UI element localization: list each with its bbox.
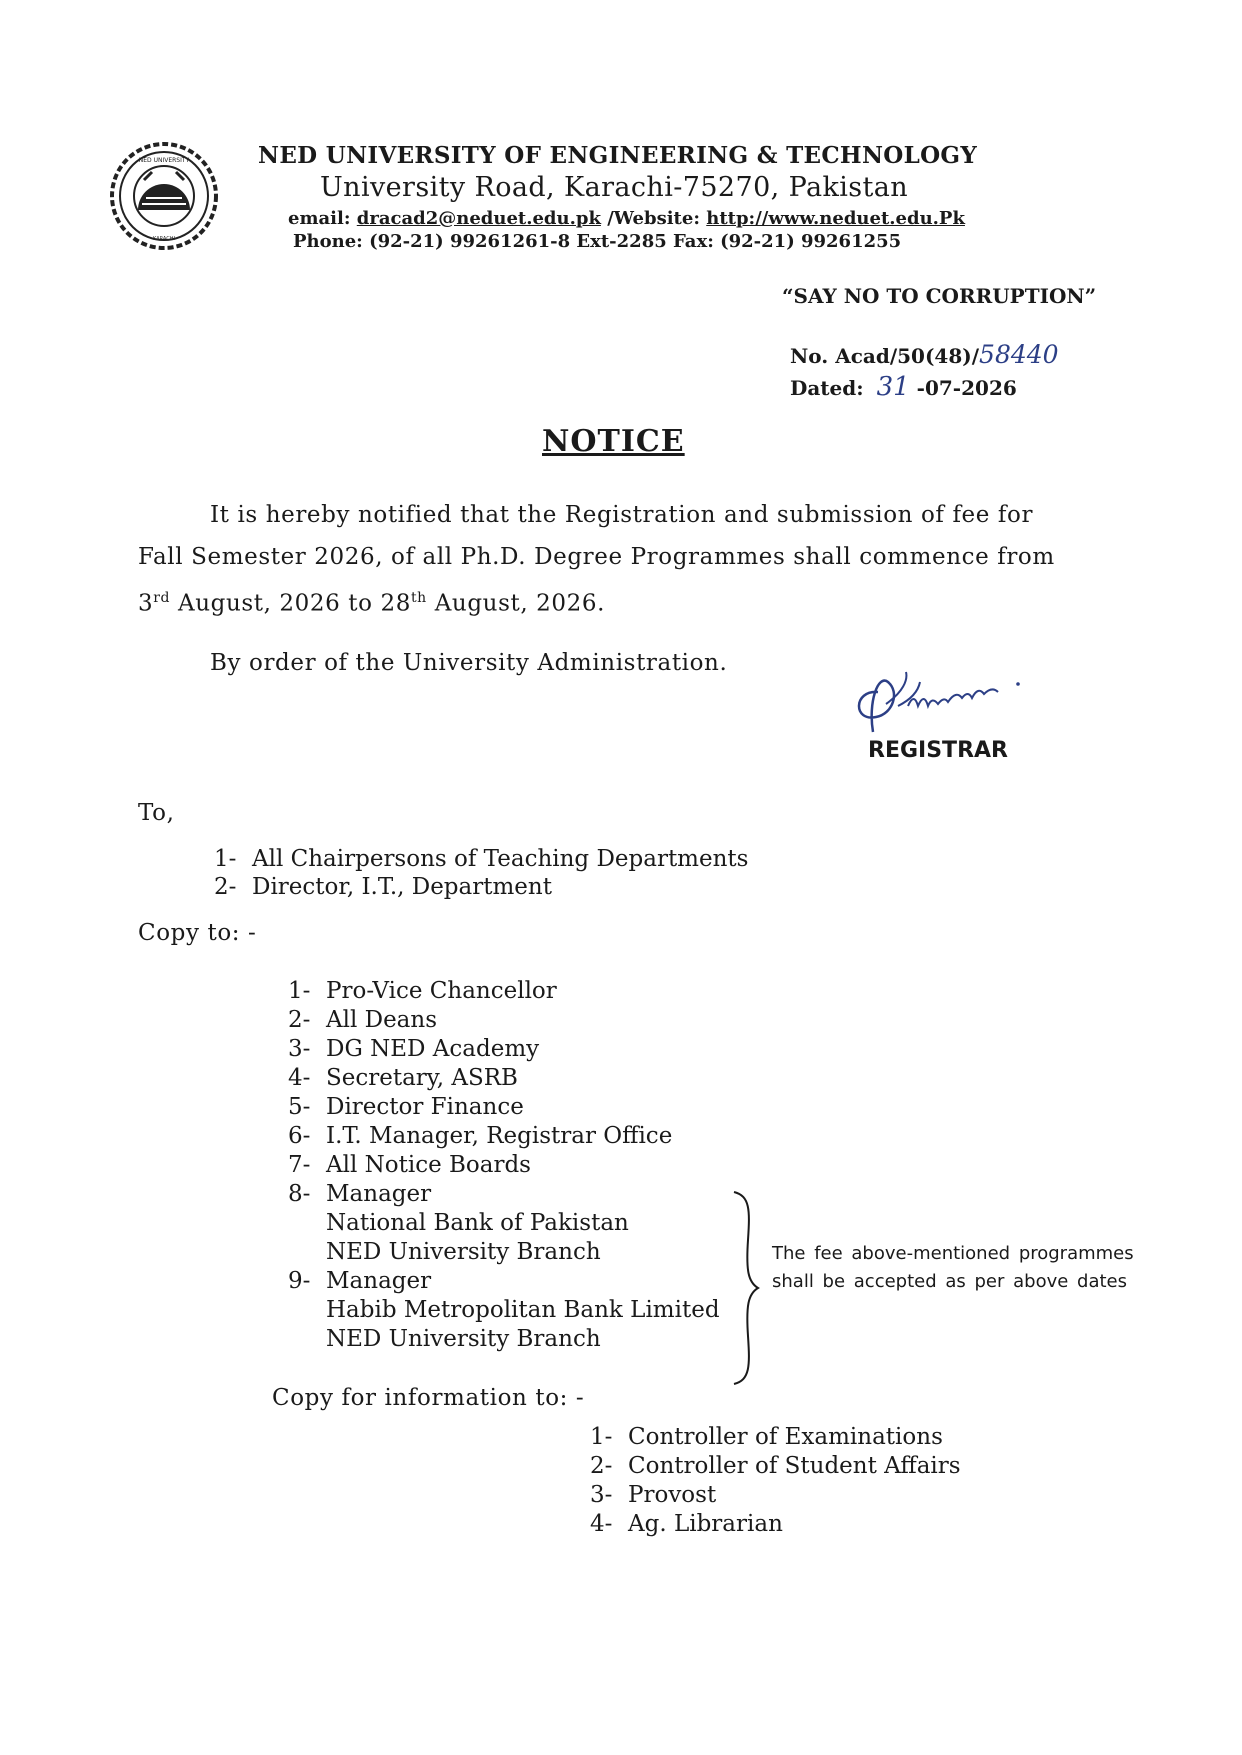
list-item: 7- All Notice Boards — [288, 1152, 531, 1178]
date-start-day: 3 — [138, 590, 154, 617]
list-item: 4- Ag. Librarian — [590, 1511, 783, 1537]
body-line-1: It is hereby notified that the Registration and submission of fee for — [210, 502, 1034, 528]
university-address: University Road, Karachi-75270, Pakistan — [320, 172, 909, 203]
registrar-signature — [848, 662, 1048, 742]
to-label: To, — [138, 800, 175, 826]
date-range-end: August, 2026. — [426, 590, 605, 617]
copy-to-list — [288, 977, 720, 1354]
list-item-sub: NED University Branch — [326, 1239, 601, 1265]
bank-note-line-2: shall be accepted as per above dates — [772, 1271, 1127, 1292]
list-item-sub: Habib Metropolitan Bank Limited — [326, 1297, 720, 1323]
list-item: 3- Provost — [590, 1482, 717, 1508]
phone-line: Phone: (92-21) 99261261-8 Ext-2285 Fax: (92-21) 99261255 — [293, 231, 902, 252]
list-number: 2- — [214, 874, 237, 900]
list-item: 1- Controller of Examinations — [590, 1424, 943, 1450]
university-logo-icon — [108, 140, 220, 252]
contact-line — [288, 208, 965, 229]
reference-handwritten-number: 58440 — [979, 340, 1059, 369]
list-item-sub: National Bank of Pakistan — [326, 1210, 629, 1236]
list-item: 3- DG NED Academy — [288, 1036, 540, 1062]
dated-handwritten-day: 31 — [876, 372, 910, 402]
reference-number — [790, 340, 1059, 369]
list-item: 8- Manager — [288, 1181, 432, 1207]
reference-date — [790, 372, 1017, 402]
list-item: 9- Manager — [288, 1268, 432, 1294]
list-item: 6- I.T. Manager, Registrar Office — [288, 1123, 673, 1149]
list-text: Director, I.T., Department — [252, 874, 552, 900]
body-line-2: Fall Semester 2026, of all Ph.D. Degree Programmes shall commence from — [138, 544, 1055, 570]
curly-brace-icon — [726, 1190, 766, 1386]
list-item: 2- Controller of Student Affairs — [590, 1453, 961, 1479]
date-start-suffix: rd — [153, 590, 171, 606]
bank-note — [772, 1240, 1134, 1296]
list-item-sub: NED University Branch — [326, 1326, 601, 1352]
copy-info-list — [590, 1423, 961, 1539]
reference-label: No. Acad/50(48)/ — [790, 344, 980, 368]
signature-title: REGISTRAR — [868, 738, 1008, 763]
date-end-suffix: th — [410, 590, 427, 606]
website-label: /Website: — [607, 208, 700, 229]
list-number: 1- — [214, 846, 237, 872]
list-item: 4- Secretary, ASRB — [288, 1065, 518, 1091]
university-name: NED UNIVERSITY OF ENGINEERING & TECHNOLOGY — [258, 142, 978, 169]
list-item: 2- All Deans — [288, 1007, 438, 1033]
slogan: “SAY NO TO CORRUPTION” — [782, 284, 1097, 308]
email-link[interactable]: dracad2@neduet.edu.pk — [356, 208, 601, 229]
list-item: 1- Pro-Vice Chancellor — [288, 978, 557, 1004]
order-line: By order of the University Administration. — [210, 650, 728, 676]
list-text: All Chairpersons of Teaching Departments — [252, 846, 749, 872]
dated-rest: -07-2026 — [916, 376, 1017, 400]
dated-label: Dated: — [790, 376, 864, 400]
to-item-1 — [214, 845, 748, 874]
copy-to-label: Copy to: - — [138, 920, 257, 946]
notice-title: NOTICE — [542, 424, 685, 459]
website-link[interactable]: http://www.neduet.edu.Pk — [706, 208, 965, 229]
to-item-2 — [214, 873, 552, 902]
svg-text:NED UNIVERSITY: NED UNIVERSITY — [138, 157, 190, 164]
copy-info-label: Copy for information to: - — [272, 1385, 585, 1411]
date-range-middle: August, 2026 to 28 — [170, 590, 411, 617]
email-label: email: — [288, 208, 351, 229]
bank-note-line-1: The fee above-mentioned programmes — [772, 1243, 1134, 1264]
list-item: 5- Director Finance — [288, 1094, 524, 1120]
svg-text:KARACHI: KARACHI — [153, 236, 175, 242]
body-line-3 — [138, 590, 605, 617]
